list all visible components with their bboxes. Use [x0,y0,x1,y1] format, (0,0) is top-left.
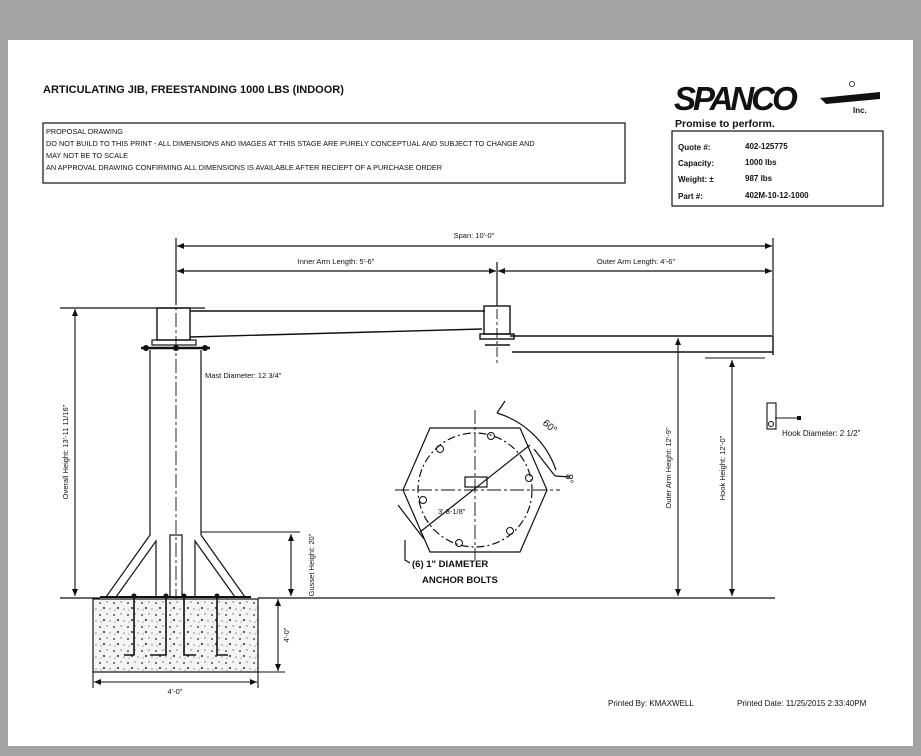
outer-arm-label: Outer Arm Length: 4'-6" [596,257,676,266]
weight-label: Weight: ± [678,175,714,184]
quote-value: 402-125775 [745,142,788,151]
inner-arm-label: Inner Arm Length: 5'-6" [297,257,375,266]
printed-by: Printed By: KMAXWELL [608,699,694,708]
hook-diameter-label: Hook Diameter: 2 1/2" [782,429,861,438]
bolt-angle-label: 60° [540,417,559,437]
logo-suffix: Inc. [853,106,867,115]
span-label: Span: 10'-0" [453,231,495,240]
foundation-depth-label: 4'-0" [282,627,291,643]
offset-angle-label: 8° [563,474,574,484]
overall-height-label: Overall Height: 13'-11 11/16" [61,404,70,500]
logo-wordmark: SPANCO [674,80,795,117]
foundation-width-label: 4'-0" [167,687,183,696]
hook-height-label: Hook Height: 12'-0" [718,435,727,501]
note-line: DO NOT BUILD TO THIS PRINT - ALL DIMENSIONS AND IMAGES AT THIS STAGE ARE PURELY CONCEPTUAL AND SUBJECT TO CHANGE AND [46,139,535,148]
weight-value: 987 lbs [745,174,773,183]
note-line: AN APPROVAL DRAWING CONFIRMING ALL DIMENSIONS IS AVAILABLE AFTER RECIEPT OF A PURCHASE ORDER [46,163,443,172]
inner-arm [190,311,485,337]
part-value: 402M-10-12-1000 [745,191,809,200]
bolt-circle-label: 3' 8-1/8" [438,507,466,516]
outer-arm [510,336,773,355]
notes-box [43,123,625,183]
outer-arm-height-label: Outer Arm Height: 12'-9" [664,427,673,509]
note-line: PROPOSAL DRAWING [46,127,123,136]
capacity-label: Capacity: [678,159,715,168]
capacity-value: 1000 lbs [745,158,777,167]
part-label: Part #: [678,192,703,201]
anchor-bolts-label: (6) 1" DIAMETER [412,559,489,570]
anchor-bolts-label: ANCHOR BOLTS [422,575,498,586]
concrete-foundation [93,599,258,672]
gusset-height-label: Gusset Height: 20" [307,533,316,597]
mast-diameter-label: Mast Diameter: 12 3/4" [205,371,282,380]
drawing-title: ARTICULATING JIB, FREESTANDING 1000 LBS (INDOOR) [43,84,344,96]
printed-date: Printed Date: 11/25/2015 2:33:40PM [737,699,867,708]
quote-label: Quote #: [678,143,711,152]
note-line: MAY NOT BE TO SCALE [46,151,129,160]
spanco-logo [674,80,880,117]
logo-tagline: Promise to perform. [675,118,775,130]
